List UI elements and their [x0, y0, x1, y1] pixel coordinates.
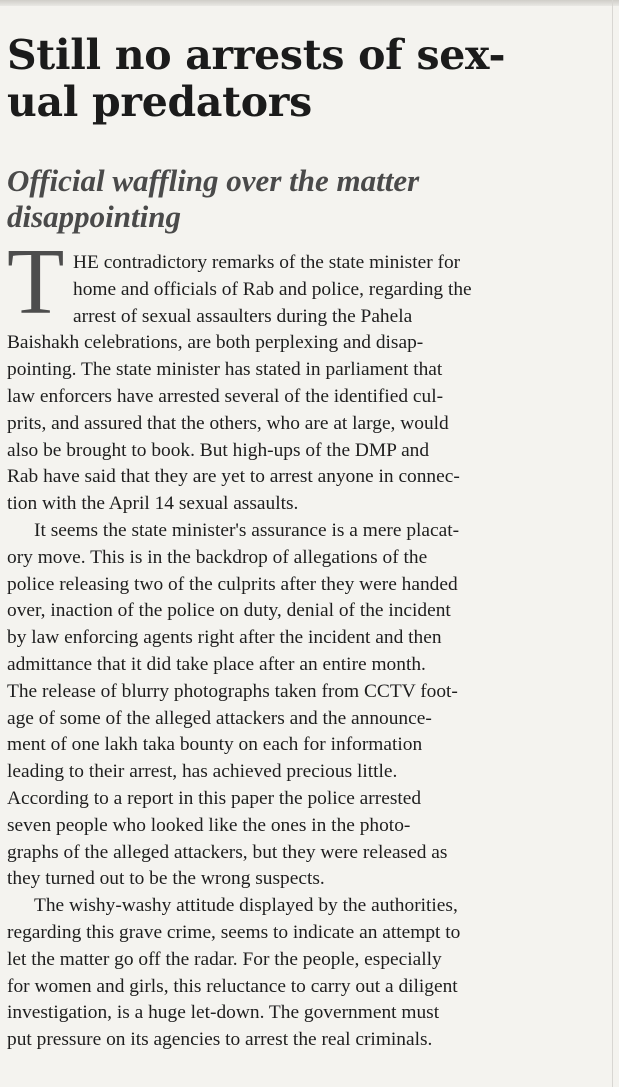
- body-line: for women and girls, this reluctance to carry out a diligent: [7, 975, 458, 997]
- body-line: home and officials of Rab and police, regarding the: [73, 278, 472, 300]
- body-line: they turned out to be the wrong suspects.: [7, 868, 325, 890]
- body-line: HE contradictory remarks of the state minister for: [73, 252, 461, 273]
- body-line: put pressure on its agencies to arrest the real criminals.: [7, 1029, 433, 1051]
- subhead-line-1: Official waffling over the matter: [7, 163, 420, 198]
- body-line: age of some of the alleged attackers and the announce-: [7, 707, 432, 729]
- body-line: pointing. The state minister has stated in parliament that: [7, 359, 443, 381]
- subhead-line-2: disappointing: [7, 199, 181, 234]
- body-line: ory move. This is in the backdrop of allegations of the: [7, 546, 428, 568]
- body-line: admittance that it did take place after an entire month.: [7, 653, 426, 675]
- body-line: Rab have said that they are yet to arrest anyone in connec-: [7, 466, 460, 488]
- body-line: The wishy-washy attitude displayed by the authorities,: [34, 895, 458, 917]
- body-line: over, inaction of the police on duty, denial of the incident: [7, 600, 451, 622]
- body-line: It seems the state minister's assurance is a mere placat-: [34, 519, 460, 541]
- body-line: investigation, is a huge let-down. The government must: [7, 1002, 440, 1024]
- body-line: leading to their arrest, has achieved precious little.: [7, 761, 398, 783]
- headline-line-1: Still no arrests of sex-: [7, 31, 506, 79]
- body-line: tion with the April 14 sexual assaults.: [7, 493, 299, 515]
- body-line: graphs of the alleged attackers, but they were released as: [7, 841, 448, 863]
- column-rule: [612, 0, 613, 1087]
- headline: [7, 32, 607, 126]
- body-line: police releasing two of the culprits after they were handed: [7, 573, 458, 595]
- headline-line-2: ual predators: [7, 78, 312, 126]
- body-line: seven people who looked like the ones in the photo-: [7, 814, 411, 836]
- body-line: arrest of sexual assaulters during the Pahela: [73, 305, 413, 327]
- body-line: regarding this grave crime, seems to indicate an attempt to: [7, 921, 461, 943]
- body-line: The release of blurry photographs taken from CCTV foot-: [7, 680, 458, 702]
- drop-cap: T: [7, 230, 65, 334]
- article-body: [7, 250, 599, 1054]
- clipped-top-edge: [0, 0, 619, 6]
- body-line: also be brought to book. But high-ups of the DMP and: [7, 439, 430, 461]
- body-line: by law enforcing agents right after the incident and then: [7, 627, 442, 649]
- body-line: Baishakh celebrations, are both perplexing and disap-: [7, 332, 424, 354]
- body-line: law enforcers have arrested several of the identified cul-: [7, 385, 444, 407]
- body-line: ment of one lakh taka bounty on each for information: [7, 734, 423, 756]
- body-line: According to a report in this paper the police arrested: [7, 787, 422, 809]
- subheadline: [7, 163, 607, 235]
- body-line: let the matter go off the radar. For the people, especially: [7, 948, 442, 970]
- body-line: prits, and assured that the others, who are at large, would: [7, 412, 449, 434]
